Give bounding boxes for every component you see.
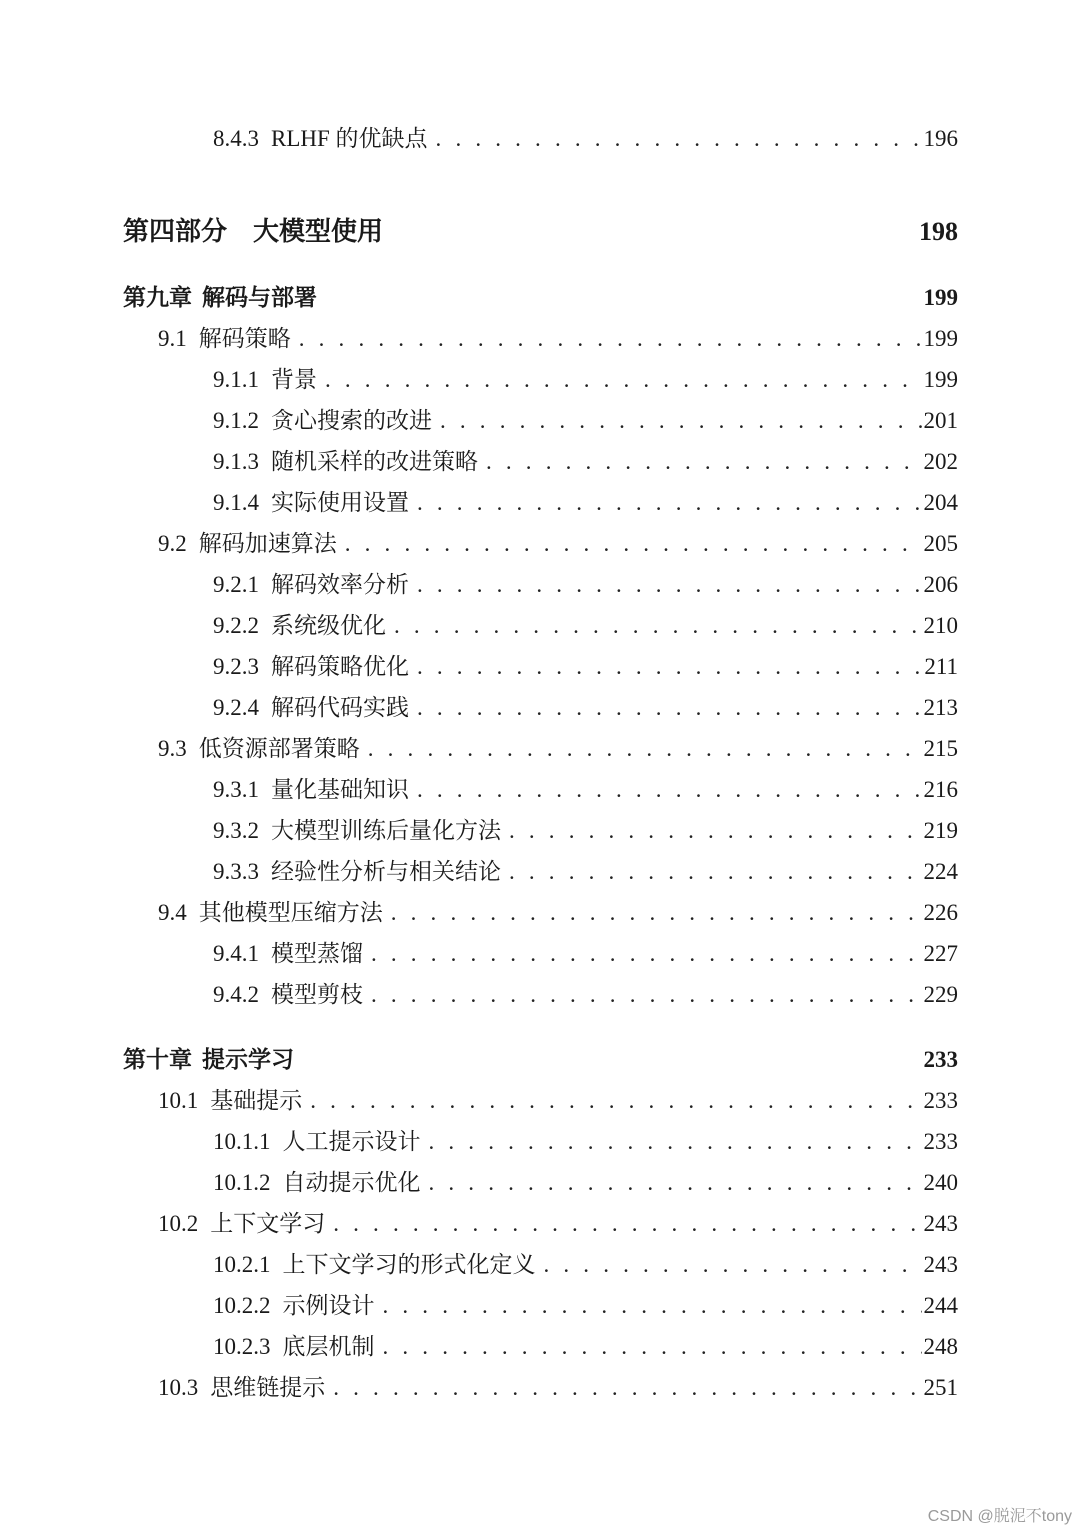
dot-leader <box>440 407 922 435</box>
entry-page: 224 <box>923 859 958 884</box>
entry-number: 9.3.2 <box>213 818 259 843</box>
entry-page: 206 <box>923 572 958 597</box>
entry-page: 216 <box>923 777 958 802</box>
entry-number: 9.4.2 <box>213 982 259 1007</box>
dot-leader <box>417 571 922 599</box>
toc-section-9-1[interactable] <box>158 325 958 353</box>
toc-subsection-9-2-4[interactable] <box>213 694 958 722</box>
toc-section-10-1[interactable] <box>158 1087 958 1115</box>
entry-page: 219 <box>923 818 958 843</box>
dot-leader <box>417 694 922 722</box>
toc-entry-8-4-3[interactable] <box>213 125 958 153</box>
entry-title: 上下文学习的形式化定义 <box>282 1252 536 1277</box>
entry-number: 10.2.1 <box>213 1252 271 1277</box>
entry-title: 基础提示 <box>210 1088 303 1113</box>
entry-page: 202 <box>923 449 958 474</box>
entry-page: 243 <box>923 1252 958 1277</box>
entry-page: 201 <box>923 408 958 433</box>
dot-leader <box>509 817 922 845</box>
entry-title: 背景 <box>271 367 317 392</box>
chapter-number: 第九章 <box>123 285 192 310</box>
entry-page: 204 <box>923 490 958 515</box>
dot-leader <box>371 981 922 1009</box>
entry-number: 10.2.2 <box>213 1293 271 1318</box>
toc-subsection-9-1-4[interactable] <box>213 489 958 517</box>
toc-chapter-heading[interactable] <box>123 284 958 312</box>
dot-leader <box>333 1374 921 1402</box>
toc-subsection-9-1-3[interactable] <box>213 448 958 476</box>
entry-title: 大模型训练后量化方法 <box>271 818 501 843</box>
entry-title: 底层机制 <box>282 1334 375 1359</box>
chapter-number: 第十章 <box>123 1047 192 1072</box>
entry-number: 9.1 <box>158 326 187 351</box>
entry-title: 经验性分析与相关结论 <box>271 859 501 884</box>
entry-page: 244 <box>923 1293 958 1318</box>
entry-number: 10.1.1 <box>213 1129 271 1154</box>
chapter-page: 199 <box>923 285 958 310</box>
toc-chapter-heading[interactable] <box>123 1046 958 1074</box>
entry-title: 低资源部署策略 <box>198 736 360 761</box>
dot-leader <box>383 1333 922 1361</box>
dot-leader <box>417 653 922 681</box>
entry-page: 233 <box>923 1129 958 1154</box>
toc-subsection-10-1-2[interactable] <box>213 1169 958 1197</box>
dot-leader <box>383 1292 922 1320</box>
entry-title: 随机采样的改进策略 <box>271 449 478 474</box>
entry-number: 9.3.1 <box>213 777 259 802</box>
entry-number: 10.1 <box>158 1088 199 1113</box>
entry-number: 9.2 <box>158 531 187 556</box>
entry-title: 模型蒸馏 <box>271 941 363 966</box>
entry-number: 9.1.3 <box>213 449 259 474</box>
entry-number: 9.1.1 <box>213 367 259 392</box>
dot-leader <box>391 899 922 927</box>
dot-leader <box>394 612 922 640</box>
toc-subsection-9-4-2[interactable] <box>213 981 958 1009</box>
dot-leader <box>345 530 922 558</box>
chapter-title: 解码与部署 <box>202 285 317 310</box>
toc-subsection-9-2-3[interactable] <box>213 653 958 681</box>
part-page: 198 <box>919 217 958 246</box>
part-title: 大模型使用 <box>253 217 384 246</box>
toc-section-9-4[interactable] <box>158 899 958 927</box>
dot-leader <box>544 1251 922 1279</box>
entry-title: 量化基础知识 <box>271 777 409 802</box>
entry-number: 9.2.4 <box>213 695 259 720</box>
entry-title: 模型剪枝 <box>271 982 363 1007</box>
watermark: CSDN @脱泥不tony <box>927 1508 1072 1525</box>
entry-number: 9.2.3 <box>213 654 259 679</box>
entry-title: 解码策略 <box>198 326 291 351</box>
entry-title: 实际使用设置 <box>271 490 409 515</box>
chapter-title: 提示学习 <box>202 1047 294 1072</box>
toc-section-10-3[interactable] <box>158 1374 958 1402</box>
entry-page: 211 <box>924 654 958 679</box>
dot-leader <box>325 366 922 394</box>
entry-number: 9.1.2 <box>213 408 259 433</box>
toc-subsection-9-1-1[interactable] <box>213 366 958 394</box>
entry-page: 199 <box>923 367 958 392</box>
dot-leader <box>436 125 922 153</box>
dot-leader <box>310 1087 921 1115</box>
entry-number: 8.4.3 <box>213 126 259 151</box>
entry-page: 240 <box>923 1170 958 1195</box>
toc-subsection-9-3-3[interactable] <box>213 858 958 886</box>
entry-title: 解码策略优化 <box>271 654 409 679</box>
dot-leader <box>429 1169 922 1197</box>
toc-subsection-9-2-1[interactable] <box>213 571 958 599</box>
dot-leader <box>429 1128 922 1156</box>
entry-title: 贪心搜索的改进 <box>271 408 432 433</box>
toc-section-9-3[interactable] <box>158 735 958 763</box>
entry-page: 199 <box>923 326 958 351</box>
dot-leader <box>368 735 922 763</box>
entry-title: 其他模型压缩方法 <box>198 900 383 925</box>
entry-title: 示例设计 <box>282 1293 375 1318</box>
entry-title: 系统级优化 <box>271 613 386 638</box>
dot-leader <box>417 776 922 804</box>
toc-subsection-9-3-2[interactable] <box>213 817 958 845</box>
entry-page: 251 <box>923 1375 958 1400</box>
entry-title: 思维链提示 <box>210 1375 326 1400</box>
entry-page: 233 <box>923 1088 958 1113</box>
dot-leader <box>486 448 922 476</box>
entry-page: 205 <box>923 531 958 556</box>
entry-number: 9.3.3 <box>213 859 259 884</box>
entry-page: 196 <box>923 126 958 151</box>
entry-number: 9.1.4 <box>213 490 259 515</box>
part-number: 第四部分 <box>123 217 228 246</box>
entry-number: 9.2.2 <box>213 613 259 638</box>
entry-number: 10.1.2 <box>213 1170 271 1195</box>
entry-title: 解码代码实践 <box>271 695 409 720</box>
toc-part-heading[interactable] <box>123 216 958 248</box>
entry-page: 229 <box>923 982 958 1007</box>
entry-number: 10.2 <box>158 1211 199 1236</box>
entry-number: 9.3 <box>158 736 187 761</box>
entry-page: 226 <box>923 900 958 925</box>
toc-subsection-9-2-2[interactable] <box>213 612 958 640</box>
toc-section-9-2[interactable] <box>158 530 958 558</box>
toc-subsection-9-4-1[interactable] <box>213 940 958 968</box>
entry-number: 9.4.1 <box>213 941 259 966</box>
entry-page: 210 <box>923 613 958 638</box>
entry-title: 解码加速算法 <box>198 531 337 556</box>
dot-leader <box>371 940 922 968</box>
toc-subsection-9-3-1[interactable] <box>213 776 958 804</box>
entry-number: 9.2.1 <box>213 572 259 597</box>
entry-page: 215 <box>923 736 958 761</box>
dot-leader <box>509 858 922 886</box>
entry-title: 人工提示设计 <box>282 1129 421 1154</box>
entry-page: 213 <box>923 695 958 720</box>
entry-title: 自动提示优化 <box>282 1170 421 1195</box>
entry-page: 227 <box>923 941 958 966</box>
toc-subsection-10-2-1[interactable] <box>213 1251 958 1279</box>
toc-subsection-10-1-1[interactable] <box>213 1128 958 1156</box>
dot-leader <box>417 489 922 517</box>
chapter-page: 233 <box>923 1047 958 1072</box>
entry-title: RLHF 的优缺点 <box>271 126 428 151</box>
entry-number: 9.4 <box>158 900 187 925</box>
dot-leader <box>299 325 922 353</box>
toc-subsection-10-2-3[interactable] <box>213 1333 958 1361</box>
entry-number: 10.2.3 <box>213 1334 271 1359</box>
entry-page: 248 <box>923 1334 958 1359</box>
toc-section-10-2[interactable] <box>158 1210 958 1238</box>
toc-subsection-9-1-2[interactable] <box>213 407 958 435</box>
entry-number: 10.3 <box>158 1375 199 1400</box>
entry-title: 上下文学习 <box>210 1211 326 1236</box>
entry-page: 243 <box>923 1211 958 1236</box>
toc-subsection-10-2-2[interactable] <box>213 1292 958 1320</box>
entry-title: 解码效率分析 <box>271 572 409 597</box>
dot-leader <box>333 1210 921 1238</box>
